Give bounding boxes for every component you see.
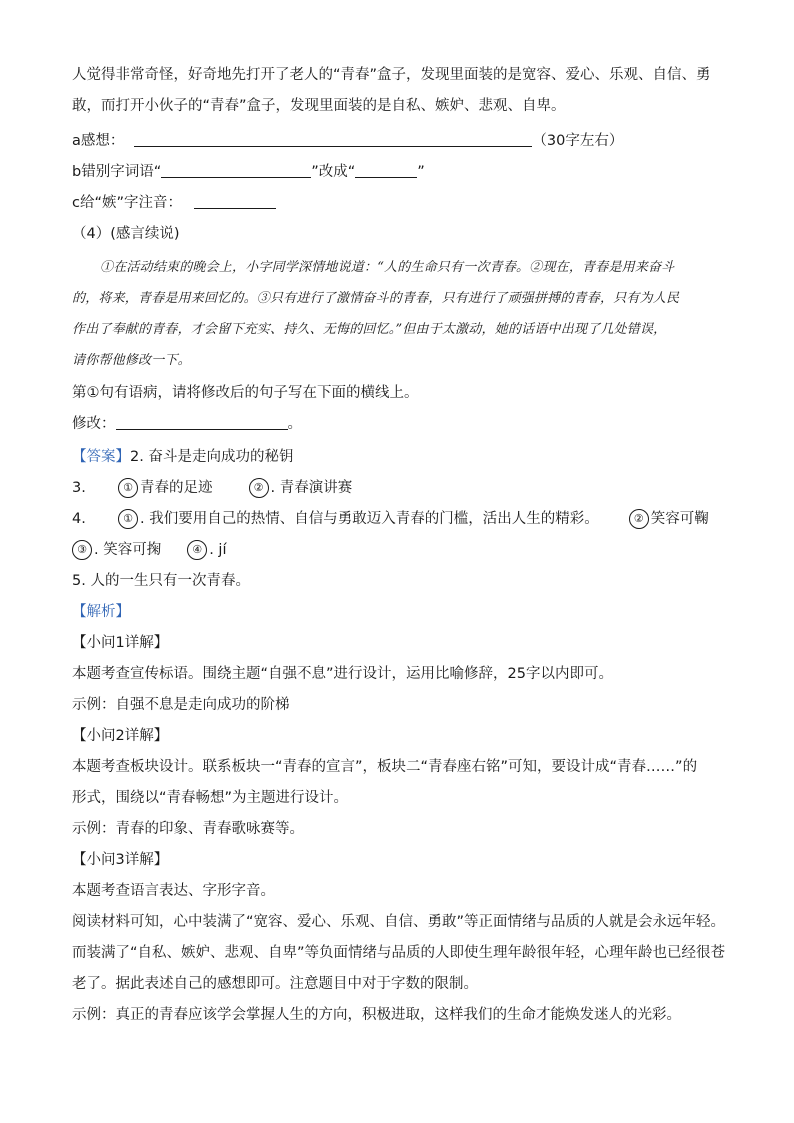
sub-question-3-example: 示例：真正的青春应该学会掌握人生的方向，积极进取，这样我们的生命才能焕发迷人的光彩。 [72,1007,681,1023]
answer-3-1: 青春的足迹 [140,480,213,496]
circled-2: ② [249,478,269,498]
sub-question-3-text-1: 阅读材料可知，心中装满了“宽容、爱心、乐观、自信、勇敢”等正面情绪与品质的人就是会永远年轻。 [72,914,726,930]
item-c-label: c给“嫉”字注音： [72,195,182,211]
answer-blank-a[interactable] [134,132,532,147]
item-b-end: ” [417,164,425,180]
item-b [72,157,732,188]
item-c [72,188,732,219]
analysis-tag: 【解析】 [72,604,130,620]
circled-4: ④ [187,540,207,560]
item-b-label: b错别字词语“ [72,164,162,180]
item-a-note: （30字左右） [532,133,624,149]
item-b-mid: ”改成“ [311,164,356,180]
intro-line-1: 人觉得非常奇怪，好奇地先打开了老人的“青春”盒子，发现里面装的是宽容、爱心、乐观、自信、勇 [72,67,711,83]
circled-1: ① [118,478,138,498]
q4-title: （4）(感言续说) [72,226,180,242]
q4-fix [72,409,732,440]
circled-2: ② [629,509,649,529]
circled-1: ① [118,509,138,529]
q4-ask: 第①句有语病，请将修改后的句子写在下面的横线上。 [72,385,419,401]
answer-3-num: 3. [72,480,86,496]
answer-3-2: . 青春演讲赛 [270,480,353,496]
handwritten-line-1: ①在活动结束的晚会上，小字同学深情地说道：“人的生命只有一次青春。②现在，青春是用来奋斗 [100,260,675,275]
sub-question-1-example: 示例：自强不息是走向成功的阶梯 [72,697,290,713]
sub-question-2-text-1: 本题考查板块设计。联系板块一“青春的宣言”，板块二“青春座右铭”可知，要设计成“青春……”的 [72,759,698,775]
fix-label: 修改： [72,416,116,432]
sub-question-3-text-2: 而装满了“自私、嫉妒、悲观、自卑”等负面情绪与品质的人即使生理年龄很年轻，心理年龄也已经很苍 [72,945,726,961]
handwritten-line-4: 请你帮他修改一下。 [72,353,191,368]
answer-4-num: 4. [72,511,86,527]
answer-line-5: 5. 人的一生只有一次青春。 [72,573,250,589]
document-body [72,64,732,1025]
circled-3: ③ [72,540,92,560]
answer-tag: 【答案】 [72,449,130,465]
answer-blank-b2[interactable] [355,163,417,178]
answer-2: 2. 奋斗是走向成功的秘钥 [130,449,294,465]
sub-question-1-title: 【小问1详解】 [72,635,169,651]
sub-question-2-example: 示例：青春的印象、青春歌咏赛等。 [72,821,304,837]
answer-blank-b1[interactable] [161,163,311,178]
answer-blank-fix[interactable] [116,415,288,430]
sub-question-1-text: 本题考查宣传标语。围绕主题“自强不息”进行设计，运用比喻修辞，25字以内即可。 [72,666,613,682]
sub-question-2-text-2: 形式，围绕以“青春畅想”为主题进行设计。 [72,790,349,806]
answer-line-3 [72,473,732,504]
answer-4-2: 笑容可鞠 [650,511,709,527]
sub-question-2-title: 【小问2详解】 [72,728,169,744]
answer-4-3: . 笑容可掬 [94,542,162,558]
item-a [72,126,732,157]
intro-line-2: 敢，而打开小伙子的“青春”盒子，发现里面装的是自私、嫉妒、悲观、自卑。 [72,98,566,114]
answer-line-2 [72,442,732,473]
answer-4-4: . jí [209,542,227,558]
answer-line-4 [72,504,732,535]
fix-end: 。 [287,416,302,432]
answer-4-1: . 我们要用自己的热情、自信与勇敢迈入青春的门槛，活出人生的精彩。 [140,511,599,527]
answer-line-4b [72,535,732,566]
answer-blank-c[interactable] [194,194,276,209]
sub-question-3-text-0: 本题考查语言表达、字形字音。 [72,883,275,899]
sub-question-3-text-3: 老了。据此表述自己的感想即可。注意题目中对于字数的限制。 [72,976,478,992]
handwritten-line-3: 作出了奉献的青春，才会留下充实、持久、无悔的回忆。”但由于太激动，她的话语中出现了几处错误， [72,322,667,337]
sub-question-3-title: 【小问3详解】 [72,852,169,868]
item-a-label: a感想： [72,133,125,149]
handwritten-line-2: 的，将来，青春是用来回忆的。③只有进行了激情奋斗的青春，只有进行了顽强拼搏的青春，只有为人民 [72,291,680,306]
